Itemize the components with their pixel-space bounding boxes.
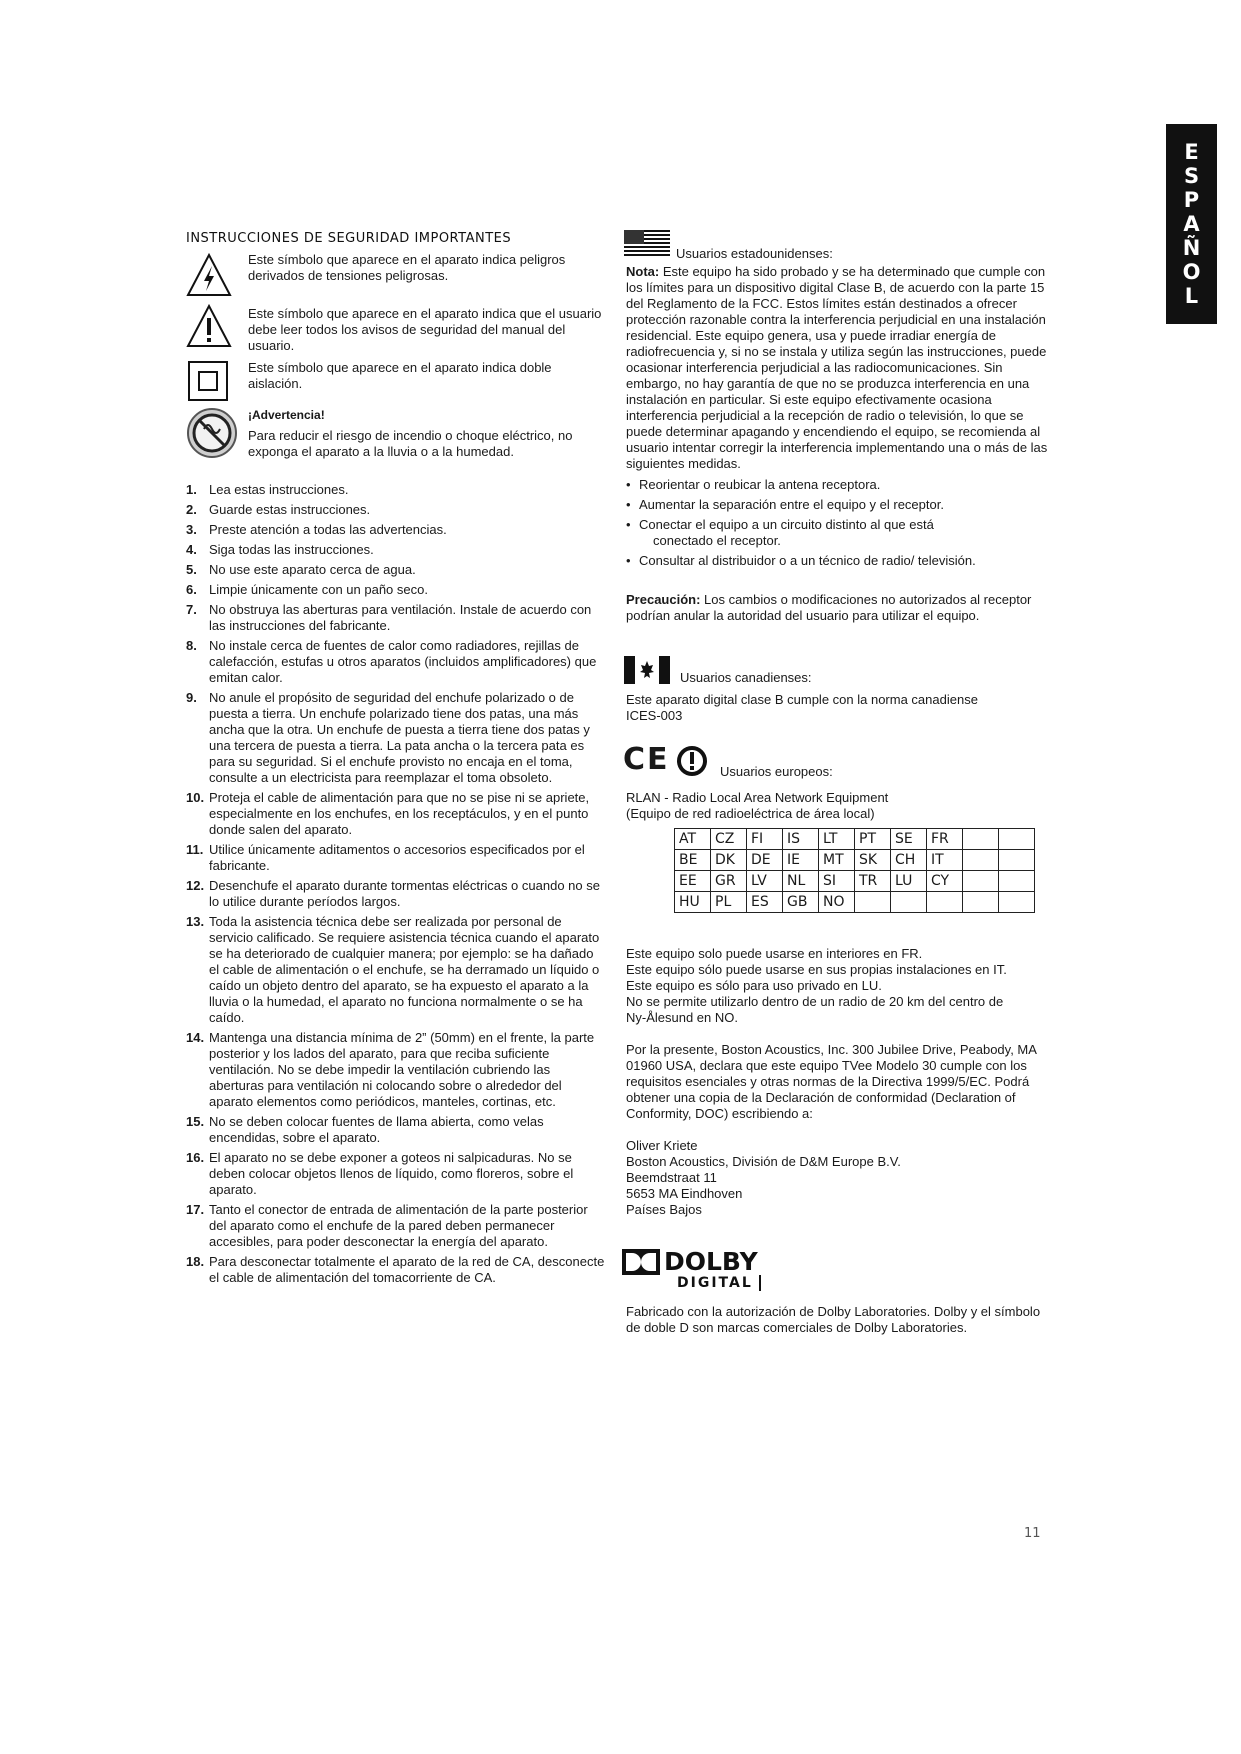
address-line: 5653 MA Eindhoven xyxy=(626,1186,743,1201)
address-line: Beemdstraat 11 xyxy=(626,1170,717,1185)
rule-text: No instale cerca de fuentes de calor como radiadores, rejillas de calefacción, estufas u otros aparatos (incluidos amplificadores) que emitan calor. xyxy=(209,638,597,685)
list-item xyxy=(186,582,606,598)
language-tab xyxy=(1166,124,1217,324)
country-cell: LV xyxy=(747,871,783,892)
country-cell: CZ xyxy=(711,829,747,850)
country-cell: PT xyxy=(855,829,891,850)
rule-number: 6. xyxy=(186,582,197,597)
dolby-text: Fabricado con la autorización de Dolby Laboratories. Dolby y el símbolo de doble D son marcas comerciales de Dolby Laboratories. xyxy=(626,1304,1041,1335)
symbol-text: Este símbolo que aparece en el aparato indica que el usuario debe leer todos los avisos de seguridad del manual del usuario. xyxy=(248,306,602,353)
list-item xyxy=(186,482,606,498)
list-item xyxy=(626,497,1056,513)
alert-circle-icon xyxy=(676,745,708,777)
list-item xyxy=(186,878,606,910)
canada-text: Este aparato digital clase B cumple con la norma canadiense ICES-003 xyxy=(626,692,978,723)
country-cell: DK xyxy=(711,850,747,871)
rule-text: Tanto el conector de entrada de alimentación de la parte posterior del aparato como el enchufe de la pared deben permanecer accesibles, para poder desconectar la energía del aparato. xyxy=(209,1202,588,1249)
rule-text: Preste atención a todas las advertencias. xyxy=(209,522,447,537)
country-cell: IT xyxy=(927,850,963,871)
country-cell: CY xyxy=(927,871,963,892)
rule-text: El aparato no se debe exponer a goteos ni salpicaduras. No se deben colocar objetos llenos de líquido, como floreros, sobre el aparato. xyxy=(209,1150,574,1197)
rule-text: Toda la asistencia técnica debe ser realizada por personal de servicio calificado. Se requiere asistencia técnica cuando el aparato se ha deteriorado de cualquier manera; por ejemplo: se ha dañado el cable de alimentación o el enchufe, se ha derramado un líquido o caído un objeto dentro del aparato, se ha expuesto el aparato a la lluvia o la humedad, el aparato no funciona normalmente o se ha caído. xyxy=(209,914,600,1025)
double-insulation-icon xyxy=(186,360,230,402)
rule-number: 15. xyxy=(186,1114,205,1129)
measure-text: Aumentar la separación entre el equipo y el receptor. xyxy=(639,497,944,512)
language-tab-letter: A xyxy=(1183,212,1200,236)
rule-number: 16. xyxy=(186,1150,205,1165)
restriction-text: Este equipo sólo puede usarse en sus propias instalaciones en IT. xyxy=(626,962,1007,977)
list-item xyxy=(186,562,606,578)
language-tab-letter: E xyxy=(1184,140,1199,164)
country-cell: IS xyxy=(783,829,819,850)
country-cell xyxy=(999,829,1035,850)
country-cell: SI xyxy=(819,871,855,892)
list-item xyxy=(186,1030,606,1110)
rule-number: 13. xyxy=(186,914,205,929)
country-cell xyxy=(963,892,999,913)
measure-text: Conectar el equipo a un circuito distinto al que está xyxy=(639,517,934,532)
rule-text: No use este aparato cerca de agua. xyxy=(209,562,416,577)
rule-text: Siga todas las instrucciones. xyxy=(209,542,374,557)
rule-text: Para desconectar totalmente el aparato de la red de CA, desconecte el cable de alimentación del tomacorriente de CA. xyxy=(209,1254,605,1285)
country-cell: ES xyxy=(747,892,783,913)
list-item xyxy=(186,790,606,838)
country-cell: BE xyxy=(675,850,711,871)
canada-heading: Usuarios canadienses: xyxy=(680,670,812,685)
table-row xyxy=(675,871,1035,892)
country-cell: FR xyxy=(927,829,963,850)
caution xyxy=(626,592,1056,624)
rule-text: No se deben colocar fuentes de llama abierta, como velas encendidas, sobre el aparato. xyxy=(209,1114,544,1145)
country-cell xyxy=(999,850,1035,871)
rule-number: 10. xyxy=(186,790,205,805)
restrictions xyxy=(626,946,1056,1026)
rule-text: Guarde estas instrucciones. xyxy=(209,502,371,517)
warning-text: Para reducir el riesgo de incendio o choque eléctrico, no exponga el aparato a la lluvia o a la humedad. xyxy=(248,428,573,459)
country-cell: GR xyxy=(711,871,747,892)
language-tab-letter: Ñ xyxy=(1182,236,1201,260)
rule-text: Limpie únicamente con un paño seco. xyxy=(209,582,428,597)
table-row xyxy=(675,829,1035,850)
list-item xyxy=(626,477,1056,493)
country-cell: TR xyxy=(855,871,891,892)
country-cell xyxy=(963,871,999,892)
measure-text: Reorientar o reubicar la antena receptora. xyxy=(639,477,881,492)
caution-text: Los cambios o modificaciones no autorizados al receptor podrían anular la autoridad del usuario para utilizar el equipo. xyxy=(626,592,1032,623)
country-cell: CH xyxy=(891,850,927,871)
list-item xyxy=(186,522,606,538)
contact-address xyxy=(626,1138,1056,1218)
list-item xyxy=(186,1150,606,1198)
symbol-text: Este símbolo que aparece en el aparato indica peligros derivados de tensiones peligrosas. xyxy=(248,252,566,283)
list-item xyxy=(626,553,1056,569)
country-cell: LU xyxy=(891,871,927,892)
country-cell xyxy=(927,892,963,913)
canada-flag-icon xyxy=(624,656,670,684)
restriction-text: No se permite utilizarlo dentro de un radio de 20 km del centro de Ny-Ålesund en NO. xyxy=(626,994,1004,1025)
language-tab-letter: L xyxy=(1184,284,1199,308)
rule-number: 5. xyxy=(186,562,197,577)
symbol-text: Este símbolo que aparece en el aparato indica doble aislación. xyxy=(248,360,552,391)
double-d-icon xyxy=(622,1249,660,1275)
country-cell xyxy=(963,850,999,871)
list-item xyxy=(186,602,606,634)
country-cell: DE xyxy=(747,850,783,871)
country-cell: IE xyxy=(783,850,819,871)
table-row xyxy=(675,850,1035,871)
country-cell xyxy=(999,871,1035,892)
list-item xyxy=(186,638,606,686)
safety-rules-list xyxy=(186,482,606,1290)
fcc-measures-list xyxy=(626,477,1056,573)
caution-label: Precaución: xyxy=(626,592,701,607)
restriction-text: Este equipo es sólo para uso privado en LU. xyxy=(626,978,882,993)
rule-number: 2. xyxy=(186,502,197,517)
language-tab-letter: O xyxy=(1182,260,1201,284)
country-cell xyxy=(855,892,891,913)
note-label: Nota: xyxy=(626,264,660,279)
no-water-icon xyxy=(186,407,238,459)
declaration-text: Por la presente, Boston Acoustics, Inc. 300 Jubilee Drive, Peabody, MA 01960 USA, declara que este equipo TVee Modelo 30 cumple con los requisitos esenciales y otras normas de la Directiva 1999/5/EC. Podrá obtener una copia de la Declaración de conformidad (Declaration of Conformity, DOC) escribiendo a: xyxy=(626,1042,1037,1121)
rlan-line-1: RLAN - Radio Local Area Network Equipment xyxy=(626,790,889,805)
symbol-row-insulation xyxy=(186,360,606,400)
address-line: Boston Acoustics, División de D&M Europe B.V. xyxy=(626,1154,901,1169)
country-cell: NL xyxy=(783,871,819,892)
rule-number: 11. xyxy=(186,842,204,857)
list-item xyxy=(186,842,606,874)
list-item xyxy=(186,1202,606,1250)
country-cell: NO xyxy=(819,892,855,913)
rule-number: 12. xyxy=(186,878,205,893)
rule-number: 7. xyxy=(186,602,197,617)
list-item xyxy=(186,502,606,518)
rule-text: Mantenga una distancia mínima de 2” (50mm) en el frente, la parte posterior y los lados del aparato, para que reciba suficiente ventilación. No se debe impedir la ventilación cubriendo las aberturas para ventilación ni colocando sobre o alrededor del aparato elementos como periódicos, manteles, cortinas, etc. xyxy=(209,1030,595,1109)
symbol-row-attention xyxy=(186,303,606,353)
country-table xyxy=(674,828,1035,913)
ce-mark: CE xyxy=(623,742,670,777)
table-row xyxy=(675,892,1035,913)
rlan-line-2: (Equipo de red radioeléctrica de área local) xyxy=(626,806,875,821)
rule-text: Desenchufe el aparato durante tormentas eléctricas o cuando no se lo utilice durante períodos largos. xyxy=(209,878,600,909)
rule-number: 17. xyxy=(186,1202,205,1217)
country-cell: HU xyxy=(675,892,711,913)
country-cell: LT xyxy=(819,829,855,850)
country-cell xyxy=(963,829,999,850)
country-cell: SK xyxy=(855,850,891,871)
country-cell: EE xyxy=(675,871,711,892)
language-tab-letter: S xyxy=(1183,164,1200,188)
rule-number: 4. xyxy=(186,542,197,557)
list-item xyxy=(186,914,606,1026)
restriction-text: Este equipo solo puede usarse en interiores en FR. xyxy=(626,946,923,961)
rule-number: 18. xyxy=(186,1254,205,1269)
warning-title: ¡Advertencia! xyxy=(248,408,325,422)
measure-text: Consultar al distribuidor o a un técnico de radio/ televisión. xyxy=(639,553,976,568)
dolby-digital-word: DIGITAL xyxy=(677,1275,761,1291)
lightning-triangle-icon xyxy=(186,252,232,298)
rule-number: 1. xyxy=(186,482,197,497)
country-cell: MT xyxy=(819,850,855,871)
list-item xyxy=(186,542,606,558)
rule-text: Lea estas instrucciones. xyxy=(209,482,349,497)
list-item xyxy=(186,1114,606,1146)
rule-number: 3. xyxy=(186,522,197,537)
rule-text: Utilice únicamente aditamentos o accesorios especificados por el fabricante. xyxy=(209,842,585,873)
symbol-row-voltage xyxy=(186,252,606,296)
dolby-word: DOLBY xyxy=(664,1247,758,1276)
language-tab-letter: P xyxy=(1183,188,1200,212)
measure-text-continued: conectado el receptor. xyxy=(653,533,781,548)
list-item xyxy=(186,690,606,786)
country-cell: AT xyxy=(675,829,711,850)
us-flag-icon xyxy=(624,230,670,258)
country-cell: PL xyxy=(711,892,747,913)
country-cell: GB xyxy=(783,892,819,913)
rule-text: Proteja el cable de alimentación para que no se pise ni se apriete, especialmente en los enchufes, en los receptáculos, y en el punto donde salen del aparato. xyxy=(209,790,590,837)
fcc-note xyxy=(626,264,1056,472)
rule-number: 14. xyxy=(186,1030,205,1045)
country-cell: FI xyxy=(747,829,783,850)
usa-heading: Usuarios estadounidenses: xyxy=(676,246,833,261)
list-item xyxy=(186,1254,606,1286)
rule-text: No anule el propósito de seguridad del enchufe polarizado o de puesta a tierra. Un enchufe polarizado tiene dos patas, una más ancha que la otra. Un enchufe de puesta a tierra tiene dos patas y una tercera de puesta a tierra. La pata ancha o la tercera pata es para su seguridad. Si el enchufe provisto no encaja en el toma, consulte a un electricista para reemplazar el toma obsoleto. xyxy=(209,690,590,785)
warning-row xyxy=(186,407,606,461)
address-line: Oliver Kriete xyxy=(626,1138,698,1153)
rule-number: 9. xyxy=(186,690,197,705)
address-line: Países Bajos xyxy=(626,1202,702,1217)
note-text: Este equipo ha sido probado y se ha determinado que cumple con los límites para un dispositivo digital Clase B, de acuerdo con la parte 15 del Reglamento de la FCC. Estos límites están destinados a ofrecer protección razonable contra la interferencia perjudicial en una instalación residencial. Este equipo genera, usa y puede irradiar energía de radiofrecuencia y, si no se instala y utiliza según las instrucciones, puede ocasionar interferencia perjudicial a las radiocomunicaciones. Sin embargo, no hay garantía de que no se produzca interferencia en una instalación en particular. Si este equipo efectivamente ocasiona interferencia perjudicial a la recepción de radio o televisión, lo que se puede determinar apagando y encendiendo el equipo, se recomienda al usuario intentar corregir la interferencia implementando una o más de las siguientes medidas. xyxy=(626,264,1048,471)
safety-title: INSTRUCCIONES DE SEGURIDAD IMPORTANTES xyxy=(186,231,512,246)
dolby-digital-logo xyxy=(622,1245,762,1291)
europe-heading: Usuarios europeos: xyxy=(720,764,833,779)
page-number: 11 xyxy=(1024,1526,1041,1541)
rule-text: No obstruya las aberturas para ventilación. Instale de acuerdo con las instrucciones del fabricante. xyxy=(209,602,592,633)
exclamation-triangle-icon xyxy=(186,303,232,349)
country-cell: SE xyxy=(891,829,927,850)
country-cell xyxy=(999,892,1035,913)
list-item xyxy=(626,517,1056,549)
country-cell xyxy=(891,892,927,913)
rule-number: 8. xyxy=(186,638,197,653)
